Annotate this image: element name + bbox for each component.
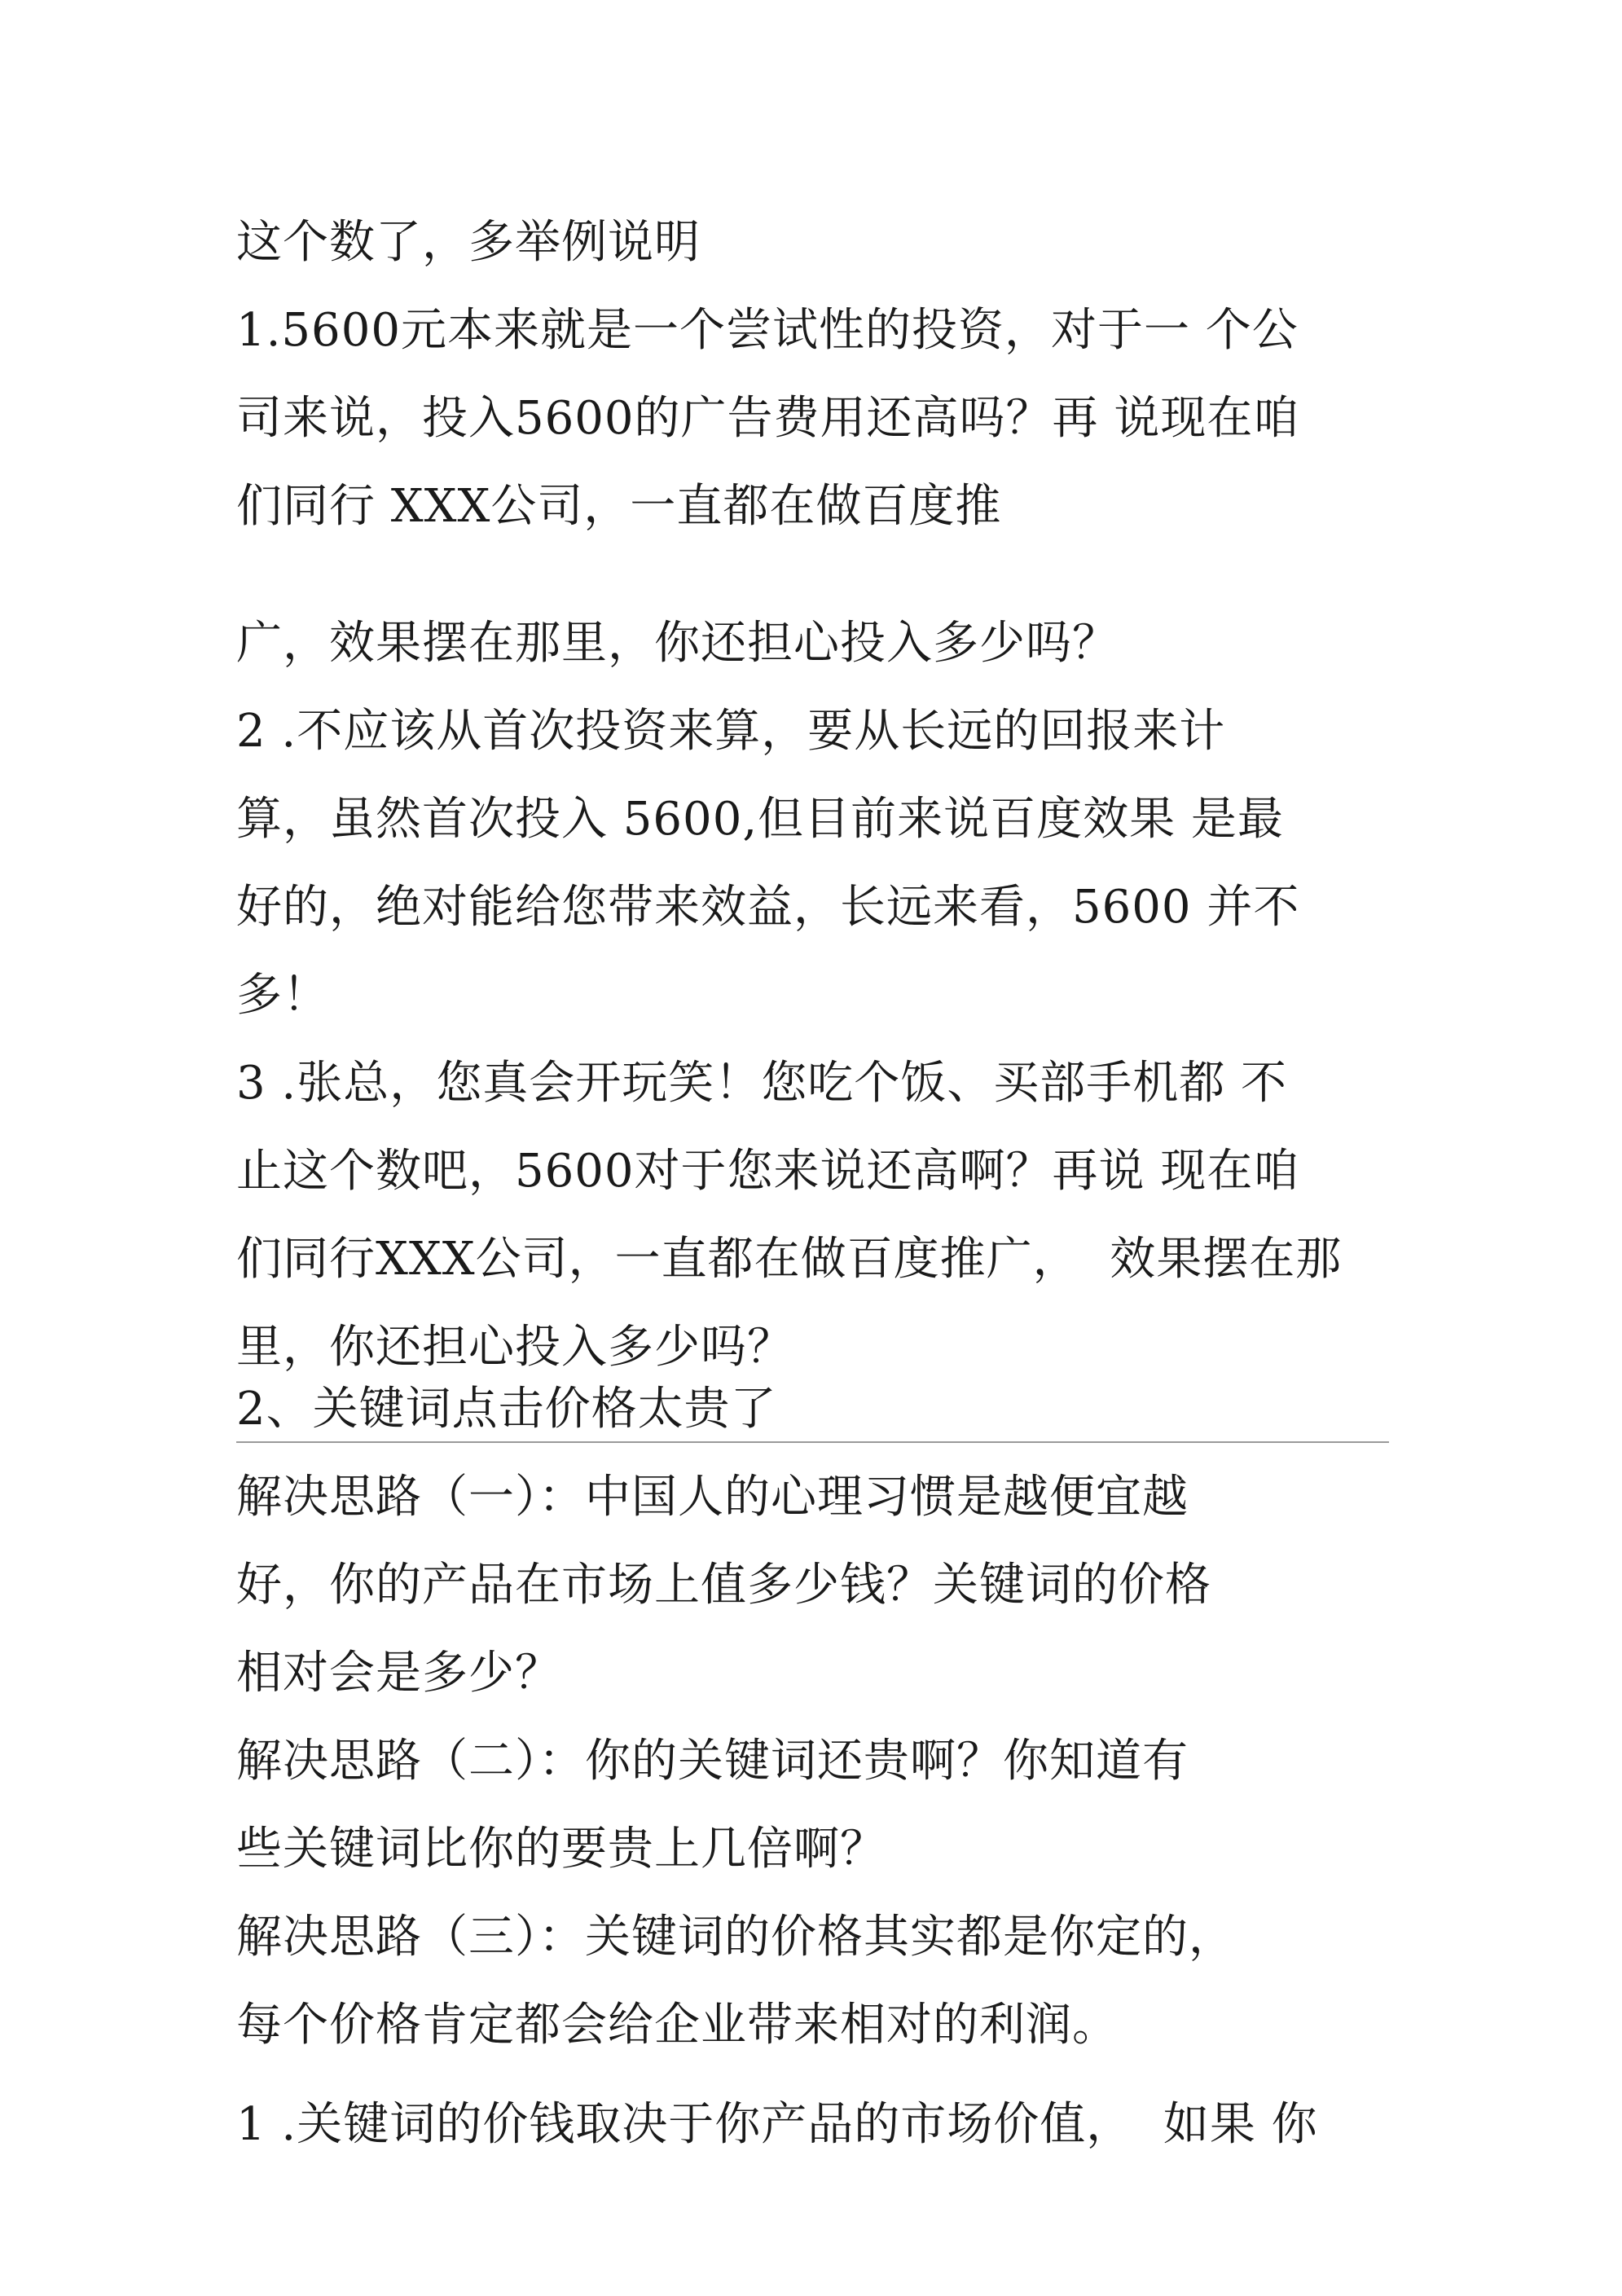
text-line: 算，虽然首次投入 5600,但目前来说百度效果 是最 [236,793,1284,846]
text-line: 1.5600元本来就是一个尝试性的投资，对于一 个公 [236,304,1299,357]
text-line: 些关键词比你的要贵上几倍啊？ [236,1823,886,1876]
text-line: 们同行XXX公司，一直都在做百度推广， 效果摆在那 [236,1233,1343,1286]
text-line: 这个数了，多举例说明 [236,216,701,269]
text-line: 里，你还担心投入多少吗？ [236,1321,793,1374]
text-line: 好的，绝对能给您带来效益，长远来看，5600 并不 [236,881,1300,934]
text-line: 广，效果摆在那里，你还担心投入多少吗？ [236,617,1119,670]
text-line: 好，你的产品在市场上值多少钱？关键词的价格 [236,1559,1211,1612]
text-line: 每个价格肯定都会给企业带来相对的利润。 [236,1999,1119,2052]
horizontal-divider [236,1441,1389,1443]
section-heading: 2、关键词点击价格太贵了 [236,1383,777,1436]
text-line: 1 .关键词的价钱取决于你产品的市场价值， 如果 你 [236,2098,1318,2151]
text-line: 2 .不应该从首次投资来算，要从长远的回报来计 [236,705,1226,758]
text-line: 解决思路（一）：中国人的心理习惯是越便宜越 [236,1471,1189,1524]
text-line: 解决思路（三）：关键词的价格其实都是你定的， [236,1911,1235,1964]
text-line: 多！ [236,969,329,1022]
text-line: 3 .张总，您真会开玩笑！您吃个饭、买部手机都 不 [236,1057,1288,1110]
text-line: 们同行 XXX公司，一直都在做百度推 [236,480,1002,533]
text-line: 司来说，投入5600的广告费用还高吗？再 说现在咱 [236,392,1300,445]
text-line: 止这个数吧，5600对于您来说还高啊？再说 现在咱 [236,1145,1300,1198]
text-line: 相对会是多少？ [236,1647,561,1700]
text-line: 解决思路（二）：你的关键词还贵啊？你知道有 [236,1735,1189,1788]
